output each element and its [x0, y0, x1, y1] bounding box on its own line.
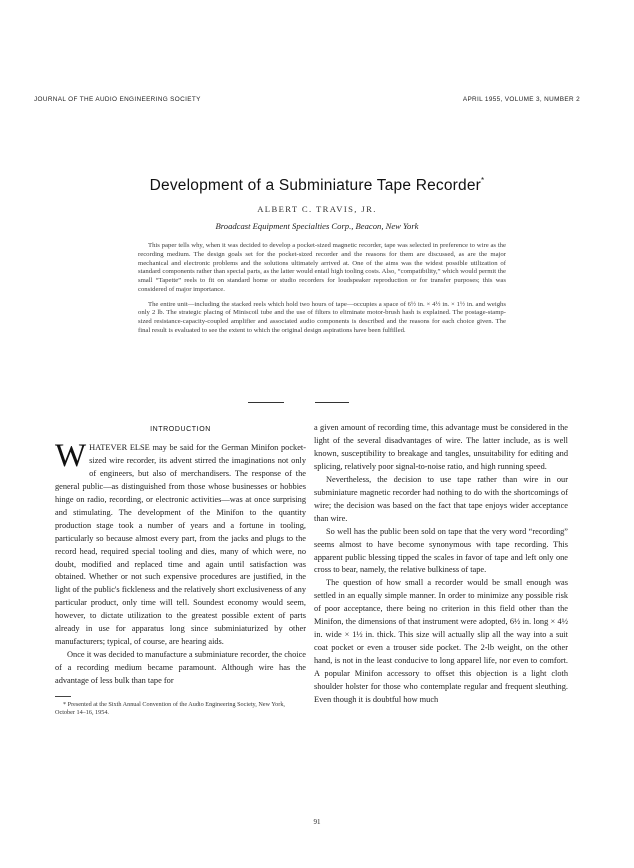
body-paragraph-6: The question of how small a recorder would be small enough was settled in an equally simple manner. In order to minimize any possible risk of poor acceptance, there being no criterion in this field other than the Minifon, the dimensions of that instrument were adopted, 6½ in. long × 4½ in. wide × 1½ in. thick. This size will actually slip all the way into a suit coat pocket or even a trouser side pocket. The 2-lb weight, on the other hand, is not in the least conducive to long apparel life, nor even to comfort. A popular Minifon accessory to offset this objection is a light cloth shoulder holster for those who contemplate regular and frequent sleuthing. Even though it is doubtful how much	[314, 578, 568, 705]
article-title-text: Development of a Subminiature Tape Recorder	[149, 177, 482, 194]
separator-rule-right	[315, 402, 349, 403]
footnote-rule	[55, 696, 71, 697]
author-name: ALBERT C. TRAVIS, JR.	[257, 204, 377, 214]
body-paragraph-2: Once it was decided to manufacture a subminiature recorder, the choice of a recording medium became paramount. Although wire has the advantage of less bulk than tape for	[55, 650, 306, 686]
right-column	[314, 422, 568, 707]
page-number: 91	[313, 818, 321, 826]
body-paragraph-1	[55, 437, 306, 649]
left-column	[55, 424, 306, 717]
footnote	[55, 701, 306, 717]
issue-info: APRIL 1955, VOLUME 3, NUMBER 2	[462, 96, 580, 103]
body-paragraph-1-text: HATEVER ELSE may be said for the German Minifon pocket-sized wire recorder, its advent stirred the imaginations not only of engineers, but also of merchandisers. The response of the general public—as distinguished from those whose businesses or hobbies hinge on radio, recording, or electronic activities—was at once surprising and stimulating. The development of the Minifon to the quantity production stage took a number of years and a fortune in tooling, particularly so because almost every part, from the jacks and plugs to the record head, required special tooling and dies, many of which were, no doubt, modified and replaced time and again until satisfaction was obtained. Whether or not such expensive procedures are justified, in the light of the public's fickleness and the relatively short exclusiveness of any particular product, only time will tell. Soundest economy would seem, however, to dictate utilization to the greatest possible extent of parts already in use for apparatus long since subminiaturized by other manufacturers; typical, of course, are hearing aids.	[55, 442, 306, 647]
body-paragraph-3: a given amount of recording time, this advantage must be considered in the light of the several disadvantages of wire. The latter include, as is well known, susceptibility to breakage and tangles, unsuitability for editing and splicing, relatively poor signal-to-noise ratio, and high running speed.	[314, 423, 568, 471]
journal-name: JOURNAL OF THE AUDIO ENGINEERING SOCIETY	[34, 96, 201, 103]
separator-rule-left	[248, 402, 284, 403]
author-affiliation: Broadcast Equipment Specialties Corp., Beacon, New York	[215, 221, 419, 231]
abstract-paragraph-1: This paper tells why, when it was decided to develop a pocket-sized magnetic recorder, tape was selected in preference to wire as the recording medium. The design goals set for the pocket-sized recorder and the reasons for them are discussed, as are the major mechanical and electronic problems and the solutions ultimately arrived at. One of the aims was the widest possible utilization of standard components rather than special parts, as the latter would entail high tooling costs. Also, “compatibility,” which would permit the small “Tapette” reels to fit on standard home or studio recorders for loudspeaker reproduction or for transfer purposes; this was considered of major importance.	[138, 242, 506, 293]
footnote-mark: *	[63, 701, 67, 709]
section-heading: INTRODUCTION	[150, 426, 211, 433]
article-title	[0, 176, 634, 195]
title-footnote-mark: *	[481, 176, 485, 185]
body-paragraph-5: So well has the public been sold on tape that the very word “recording” seems almost to have become synonymous with tape recording. This apparent public blessing tipped the scales in favor of tape and left only one cross to bear, namely, the relative bulkiness of tape.	[314, 526, 568, 575]
drop-cap: W	[55, 437, 87, 474]
footnote-text: Presented at the Sixth Annual Convention of the Audio Engineering Society, New York, October 14–16, 1954.	[55, 701, 285, 717]
abstract-paragraph-2: The entire unit—including the stacked reels which hold two hours of tape—occupies a space of 6½ in. × 4½ in. × 1½ in. and weighs only 2 lb. The strategic placing of Miniscoil tube and the use of filters to eliminate motor-brush hash is explained. The postage-stamp-sized resistance-capacity-coupled amplifier and associated audio components is described and the reasons for each choice given. The final result is evaluated to see the extent to which the original design aspirations have been fulfilled.	[138, 300, 506, 334]
body-paragraph-4: Nevertheless, the decision to use tape rather than wire in our subminiature magnetic recorder had nothing to do with the shortcomings of wire; the decision was based on the fact that tape enjoys wider acceptance than wire.	[314, 474, 568, 523]
abstract	[138, 242, 506, 336]
